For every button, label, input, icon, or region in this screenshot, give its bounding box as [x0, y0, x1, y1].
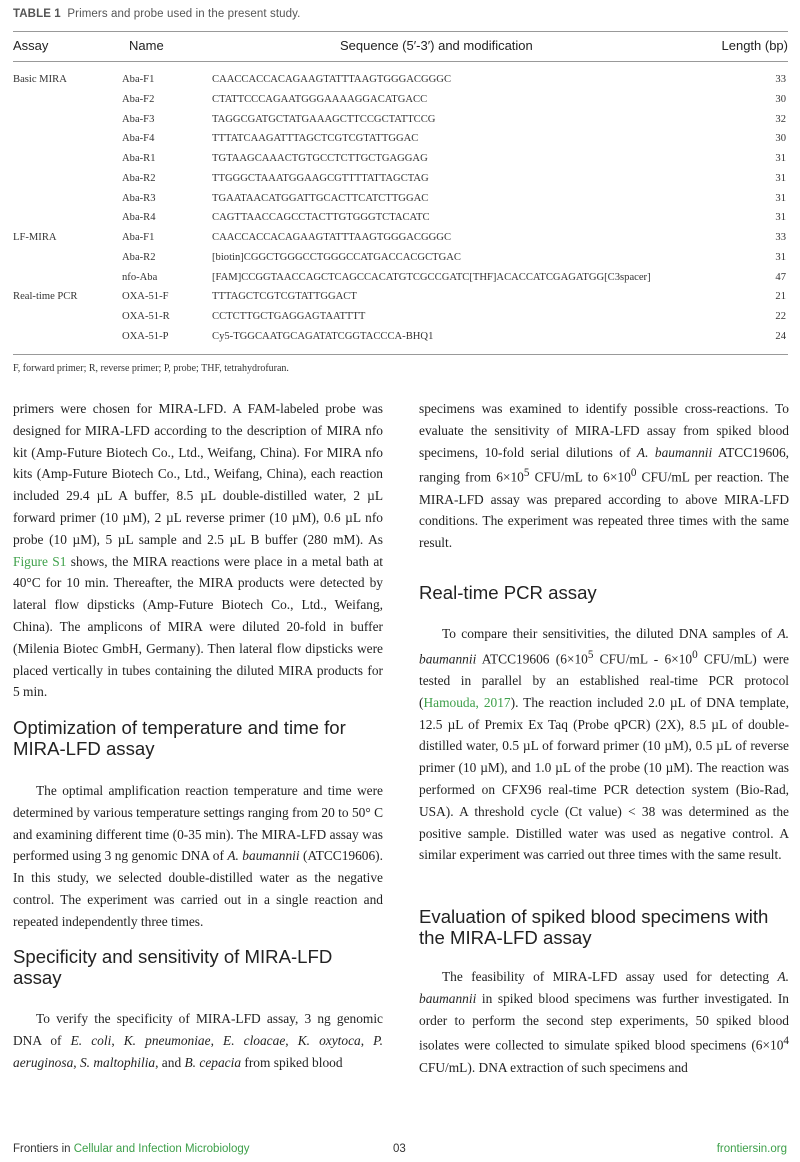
cell-name: OXA-51-R — [122, 311, 170, 322]
cell-sequence: CCTCTTGCTGAGGAGTAATTTT — [212, 311, 366, 322]
cell-assay: LF-MIRA — [13, 232, 57, 243]
cell-assay: Real-time PCR — [13, 291, 78, 303]
journal-name-link[interactable]: Cellular and Infection Microbiology — [73, 1143, 250, 1155]
right-paragraph-2: To compare their sensitivities, the diluted DNA samples of A. baumannii ATCC19606 ($6\times 10^5$ $CFU/mL - 6\times 10^0$ CFU/mL) were tested in parallel by an established real-time PCR protocol (Hamouda, 2017). The reaction included 2.0 µL of DNA template, 12.5 µL of Premix Ex Taq (Probe qPCR) (2X), 8.5 µL of double-distilled water, 0.5 µL of forward primer (10 µM), 0.5 µL of reverse primer (10 µM), and 1.0 µL of the probe (10 µM). The reaction was performed on CFX96 real-time PCR detection system (Bio-Rad, USA). A threshold cycle (Ct value) < 38 was determined as the positive sample. Distilled water was used as negative control. A similar experiment was carried out three times with the same result. — [419, 626, 789, 863]
cell-sequence: TTTAGCTCGTCGTATTGGACT — [212, 291, 357, 303]
footer-site-link[interactable]: frontiersin.org — [716, 1143, 787, 1155]
table-label: TABLE 1 — [13, 8, 61, 20]
cell-name: Aba-F4 — [122, 133, 155, 145]
cell-length: 30 — [775, 93, 786, 105]
cell-sequence: TTGGGCTAAATGGAAGCGTTTTATTAGCTAG — [212, 172, 429, 184]
cell-name: Aba-R1 — [122, 153, 156, 164]
cell-sequence: [FAM]CCGGTAACCAGCTCAGCCACATGTCGCCGATC[THF]ACACCATCGAGATGG[C3spacer] — [212, 271, 651, 283]
section-heading-evaluation: Evaluation of spiked blood specimens with the MIRA-LFD assay — [419, 906, 769, 948]
cell-length: 24 — [775, 330, 786, 342]
left-paragraph-2: The optimal amplification reaction temperature and time were determined by various temperature settings ranging from 20 to 50° C and examining different time (0-35 min). The MIRA-LFD assay was performed using 3 ng genomic DNA of A. baumannii (ATCC19606). In this study, we selected double-distilled water as the negative control. The experiment was carried out in a single reaction and repeated independently three times. — [13, 783, 383, 929]
cell-name: Aba-F2 — [122, 93, 155, 105]
section-heading-realtime-pcr: Real-time PCR assay — [419, 582, 597, 603]
cell-name: Aba-R2 — [122, 251, 156, 263]
left-paragraph-3: To verify the specificity of MIRA-LFD assay, 3 ng genomic DNA of E. coli, K. pneumoniae, E. cloacae, K. oxytoca, P. aeruginosa, S. maltophilia, and B. cepacia from spiked blood — [13, 1011, 383, 1070]
cell-length: 31 — [775, 251, 786, 263]
table-top-rule — [13, 31, 788, 32]
cell-name: nfo-Aba — [122, 271, 158, 283]
cell-name: Aba-R2 — [122, 172, 156, 184]
cell-sequence: CTATTCCCAGAATGGGAAAAGGACATGACC — [212, 93, 428, 105]
cell-length: 31 — [775, 153, 786, 164]
right-paragraph-1: specimens was examined to identify possible cross-reactions. To evaluate the sensitivity of MIRA-LFD assay from spiked blood specimens, 10-fold serial dilutions of A. baumannii ATCC19606, ranging from $6\times 10^5$ CFU/mL to $6\times 10^0$ CFU/mL per reaction. The MIRA-LFD assay was prepared according to above MIRA-LFD conditions. The experiment was repeated three times with the same result. — [419, 401, 790, 551]
table-header-rule — [13, 61, 788, 62]
cell-length: 30 — [775, 133, 786, 145]
table-bottom-rule — [13, 354, 788, 355]
cell-assay: Basic MIRA — [13, 74, 67, 85]
cell-length: 33 — [775, 232, 786, 243]
cell-length: 32 — [775, 113, 786, 125]
cell-sequence: CAGTTAACCAGCCTACTTGTGGGTCTACATC — [212, 212, 430, 224]
figure-s1-link[interactable]: Figure S1 — [13, 553, 67, 569]
cell-sequence: TGAATAACATGGATTGCACTTCATCTTGGAC — [212, 192, 429, 204]
cell-sequence: Cy5-TGGCAATGCAGATATCGGTACCCA-BHQ1 — [212, 330, 434, 342]
section-heading-optimization: Optimization of temperature and time for MIRA-LFD assay — [13, 717, 346, 759]
cell-name: Aba-F1 — [122, 232, 155, 243]
left-paragraph-1: primers were chosen for MIRA-LFD. A FAM-labeled probe was designed for MIRA-LFD according to the description of MIRA nfo kit (Amp-Future Biotech Co., Ltd., Weifang, China). For MIRA nfo kits (Amp-Future Biotech Co., Ltd., Weifang, China), each reaction included 29.4 µL A buffer, 8.5 µL double-distilled water, 2 µL forward primer (10 µM), 2 µL reverse primer (10 µM), 0.6 µL nfo probe (10 µM), 5 µL sample and 2.5 µL B buffer (280 mM). As Figure S1 shows, the MIRA reactions were place in a metal bath at 40°C for 10 min. Thereafter, the MIRA products were detected by lateral flow dipsticks (Amp-Future Biotech Co., Ltd., Weifang, China). The amplicons of MIRA were diluted 20-fold in buffer (Milenia Biotec GmbH, Germany). Then lateral flow dipsticks were placed vertically in tubes containing the diluted MIRA products for 5 min. — [13, 401, 383, 700]
cell-name: Aba-R3 — [122, 192, 156, 204]
table-caption-text: Primers and probe used in the present study. — [67, 8, 301, 20]
cell-length: 47 — [775, 271, 786, 283]
page-number: 03 — [393, 1143, 406, 1155]
footer-journal: Frontiers in Cellular and Infection Microbiology — [13, 1143, 250, 1155]
cell-length: 31 — [775, 172, 786, 184]
header-sequence: Sequence (5′-3′) and modification — [340, 38, 533, 53]
cell-name: OXA-51-F — [122, 291, 169, 303]
header-assay: Assay — [13, 38, 49, 53]
cell-length: 31 — [775, 212, 786, 224]
cell-length: 31 — [775, 192, 786, 204]
cell-sequence: CAACCACCACAGAAGTATTTAAGTGGGACGGGC — [212, 74, 452, 85]
header-name: Name — [129, 38, 164, 53]
cell-sequence: TTTATCAAGATTTAGCTCGTCGTATTGGAC — [212, 133, 419, 145]
table-caption — [13, 8, 300, 20]
table-footnote: F, forward primer; R, reverse primer; P, probe; THF, tetrahydrofuran. — [13, 363, 289, 374]
header-length: Length (bp) — [721, 38, 788, 53]
cell-name: Aba-F3 — [122, 113, 155, 125]
cell-length: 22 — [775, 311, 786, 322]
section-heading-specificity: Specificity and sensitivity of MIRA-LFD assay — [13, 946, 333, 988]
cell-length: 33 — [775, 74, 786, 85]
cell-length: 21 — [775, 291, 786, 303]
cell-name: Aba-R4 — [122, 212, 156, 224]
cell-sequence: CAACCACCACAGAAGTATTTAAGTGGGACGGGC — [212, 232, 452, 243]
hamouda-2017-link[interactable]: Hamouda, 2017 — [423, 694, 511, 710]
right-paragraph-3: The feasibility of MIRA-LFD assay used for detecting A. baumannii in spiked blood specimens was further investigated. In order to perform the second step experiments, 50 spiked blood isolates were collected to simulate spiked blood specimens ($6\times 10^4$ CFU/mL). DNA extraction of such specimens and — [419, 969, 789, 1075]
cell-name: Aba-F1 — [122, 74, 155, 85]
cell-sequence: TAGGCGATGCTATGAAAGCTTCCGCTATTCCG — [212, 113, 436, 125]
cell-sequence: TGTAAGCAAACTGTGCCTCTTGCTGAGGAG — [212, 153, 428, 164]
cell-sequence: [biotin]CGGCTGGGCCTGGGCCATGACCACGCTGAC — [212, 251, 461, 263]
cell-name: OXA-51-P — [122, 330, 169, 342]
